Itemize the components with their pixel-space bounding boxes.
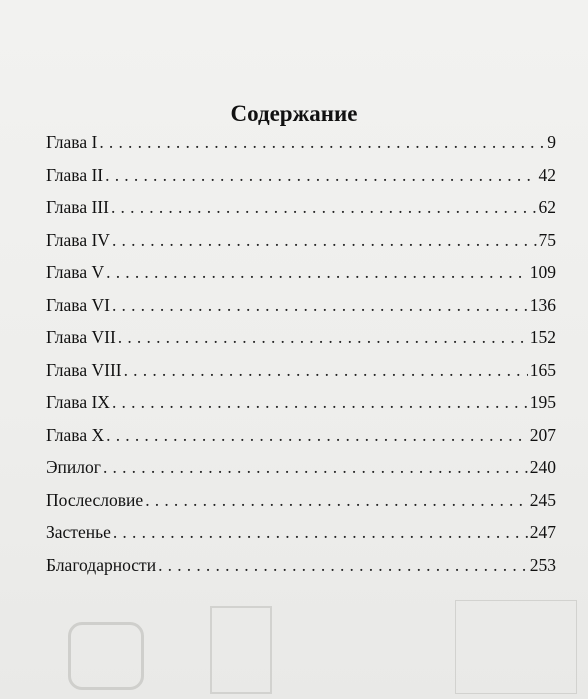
toc-entry-title: Глава VI xyxy=(46,294,110,315)
toc-entry-title: Глава VIII xyxy=(46,359,122,380)
toc-leader-dots xyxy=(106,419,528,452)
toc-row-glava-4[interactable] xyxy=(46,224,556,257)
toc-row-epilog[interactable] xyxy=(46,451,556,484)
toc-leader-dots xyxy=(103,451,528,484)
toc-leader-dots xyxy=(106,256,528,289)
toc-entry-title: Глава IX xyxy=(46,392,110,412)
toc-page-number: 207 xyxy=(529,424,556,445)
toc-row-glava-10[interactable] xyxy=(46,419,556,452)
show-through-qr-code-icon xyxy=(210,606,272,694)
toc-page-number: 195 xyxy=(529,392,556,412)
toc-entry-title: Глава V xyxy=(46,262,105,282)
toc-page-number: 247 xyxy=(529,522,556,542)
toc-row-glava-8[interactable] xyxy=(46,354,556,387)
toc-entry-title: Глава II xyxy=(46,164,104,185)
toc-row-glava-9[interactable] xyxy=(46,386,556,419)
toc-page-number: 240 xyxy=(529,457,556,477)
table-of-contents xyxy=(46,126,556,581)
show-through-age-rating-badge-icon xyxy=(68,622,144,690)
toc-leader-dots xyxy=(112,386,528,419)
toc-page-number: 152 xyxy=(529,327,556,347)
toc-entry-title: Глава X xyxy=(46,424,105,445)
toc-entry-title: Благодарности xyxy=(46,554,157,575)
toc-leader-dots xyxy=(112,224,537,257)
toc-entry-title: Глава IV xyxy=(46,229,110,250)
toc-row-glava-7[interactable] xyxy=(46,321,556,354)
toc-leader-dots xyxy=(145,484,528,517)
toc-row-glava-3[interactable] xyxy=(46,191,556,224)
toc-page-number: 136 xyxy=(529,294,556,315)
toc-row-acknowledgements[interactable] xyxy=(46,549,556,582)
toc-leader-dots xyxy=(111,191,537,224)
toc-leader-dots xyxy=(118,321,528,354)
toc-row-glava-2[interactable] xyxy=(46,159,556,192)
toc-row-afterword[interactable] xyxy=(46,484,556,517)
toc-page-number: 245 xyxy=(529,489,556,510)
toc-entry-title: Глава VII xyxy=(46,327,116,347)
toc-page-number: 253 xyxy=(529,554,556,575)
show-through-barcode-frame xyxy=(455,600,577,694)
toc-leader-dots xyxy=(124,354,528,387)
toc-row-zastenye[interactable] xyxy=(46,516,556,549)
toc-leader-dots xyxy=(158,549,528,582)
toc-entry-title: Застенье xyxy=(46,522,111,542)
toc-page-number: 75 xyxy=(538,229,556,250)
toc-page-number: 62 xyxy=(538,197,556,217)
toc-page-number: 165 xyxy=(529,359,556,380)
toc-heading: Содержание xyxy=(230,101,358,127)
toc-leader-dots xyxy=(113,516,528,549)
toc-page-number: 42 xyxy=(538,164,556,185)
toc-page-number: 9 xyxy=(547,132,556,152)
toc-entry-title: Глава I xyxy=(46,132,98,152)
toc-page-number: 109 xyxy=(529,262,556,282)
toc-leader-dots xyxy=(105,159,536,192)
toc-row-glava-6[interactable] xyxy=(46,289,556,322)
toc-row-glava-1[interactable] xyxy=(46,126,556,159)
toc-leader-dots xyxy=(112,289,528,322)
toc-entry-title: Послесловие xyxy=(46,489,144,510)
toc-entry-title: Глава III xyxy=(46,197,109,217)
toc-leader-dots xyxy=(99,126,545,159)
toc-entry-title: Эпилог xyxy=(46,457,101,477)
toc-row-glava-5[interactable] xyxy=(46,256,556,289)
